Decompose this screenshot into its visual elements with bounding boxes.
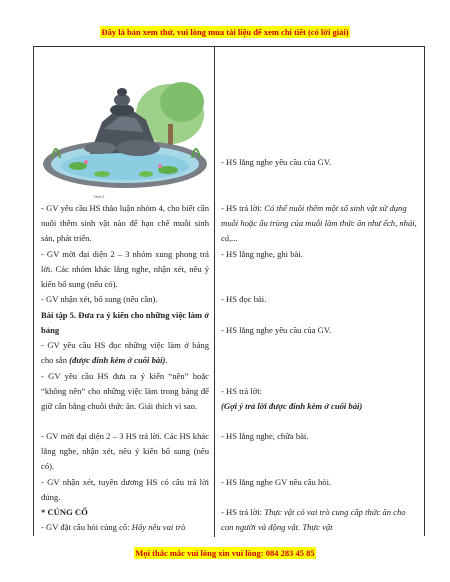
student-step-answer-3: - HS trả lời: Thực vật có vai trò cung cấp thức ăn cho con người và động vật. Thực vật bbox=[221, 507, 406, 533]
teacher-step-praise: - GV nhận xét, tuyên dương HS có câu trả lời đúng. bbox=[41, 477, 209, 503]
header-notice: Đây là bản xem thử, vui lòng mua tài liệu để xem chi tiết (có lời giải) bbox=[101, 27, 349, 37]
teacher-step-read-table: - GV yêu cầu HS đọc những việc làm ở bảng cho sẵn (được đính kèm ở cuối bài). bbox=[41, 340, 209, 366]
lesson-table bbox=[33, 46, 425, 536]
student-step-answer-2: - HS trả lời: bbox=[221, 386, 263, 396]
student-step-read: - HS đọc bài. bbox=[221, 294, 267, 304]
column-divider bbox=[214, 47, 215, 537]
student-step-answer: - HS trả lời: Có thể nuôi thêm một số sinh vật sử dụng muỗi hoặc ấu trùng của muỗi làm thức ăn như ếch, nhái, cá,... bbox=[221, 203, 417, 244]
teacher-step-question: - GV đặt câu hỏi củng cố: Hãy nêu vai trò bbox=[41, 522, 186, 532]
consolidate-heading: * CỦNG CỐ bbox=[41, 507, 88, 517]
teacher-step-comment: - GV nhận xét, bổ sung (nếu cần). bbox=[41, 294, 158, 304]
answer-hint: (Gợi ý trả lời được đính kèm ở cuối bài) bbox=[221, 401, 363, 411]
teacher-step-invite-students: - GV mời đại diện 2 – 3 HS trả lời. Các HS khác lắng nghe, nhận xét, nêu ý kiến bổ sung (nếu có). bbox=[41, 431, 209, 472]
figure-caption: Hình 2 bbox=[94, 195, 105, 199]
student-step-listen: - HS lắng nghe yêu cầu của GV. bbox=[221, 157, 332, 167]
exercise-heading: Bài tập 5. Đưa ra ý kiến cho những việc làm ở bảng bbox=[41, 310, 209, 336]
student-step-listen-question: - HS lắng nghe GV nêu câu hỏi. bbox=[221, 477, 332, 487]
teacher-step-group-discussion: - GV yêu cầu HS thảo luận nhóm 4, cho biết cần nuôi thêm sinh vật nào để hạn chế muỗi sinh sản, phát triển. bbox=[41, 203, 209, 244]
student-step-listen-2: - HS lắng nghe yêu cầu của GV. bbox=[221, 325, 332, 335]
student-step-correct: - HS lắng nghe, chữa bài. bbox=[221, 431, 309, 441]
teacher-step-invite-groups: - GV mời đại diện 2 – 3 nhóm xung phong trả lời. Các nhóm khác lắng nghe, nhận xét, nêu ý kiến bổ sung (nếu có). bbox=[41, 249, 209, 290]
pond-illustration bbox=[42, 74, 208, 192]
teacher-step-opinion: - GV yêu cầu HS đưa ra ý kiến “nên” hoặc “không nên” cho những việc làm trong bảng để giữ cân bằng chuỗi thức ăn. Giải thích vì sao. bbox=[41, 371, 209, 412]
student-step-note: - HS lắng nghe, ghi bài. bbox=[221, 249, 303, 259]
footer-notice: Mọi thắc mắc vui lòng xin vui lòng: 084 283 45 85 bbox=[135, 548, 315, 558]
